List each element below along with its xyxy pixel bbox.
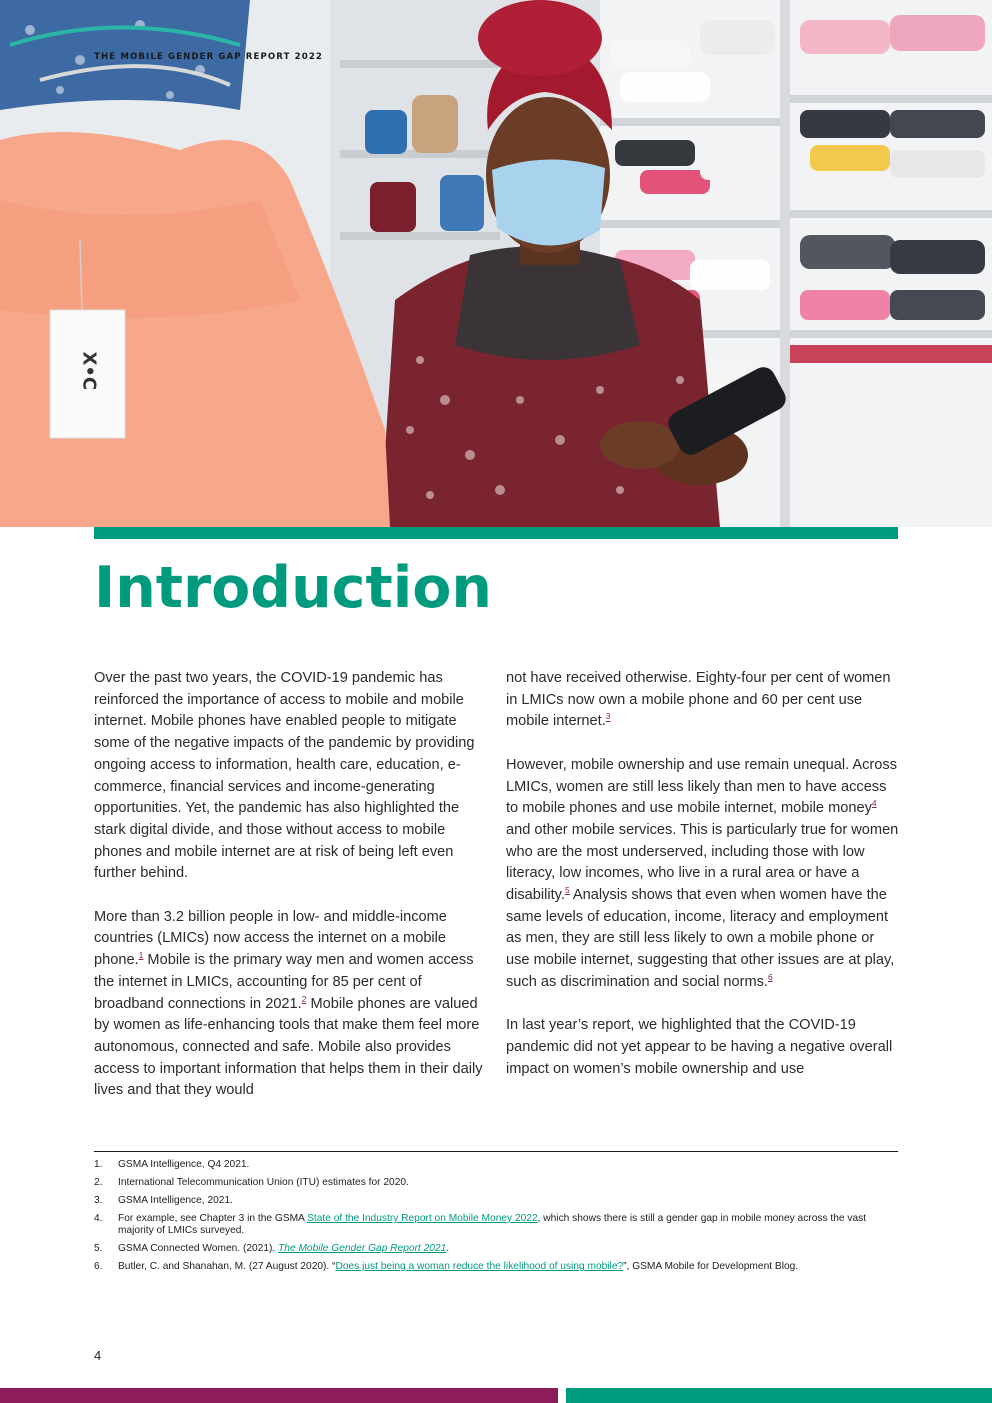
footnote-ref-5[interactable]: 5 — [564, 885, 570, 896]
hero-illustration — [0, 0, 992, 527]
paragraph: However, mobile ownership and use remain unequal. Across LMICs, women are still less likely than men to have access to mobile phones and use mobile internet, mobile money$^4$ and other mobile services. This is particularly true for women who are the most underserved, including those with low literacy, low incomes, who live in a rural area or have a disability.$^5$ Analysis shows that even when women have the same levels of education, income, literacy and employment as men, they are still less likely to own a mobile phone or use mobile internet, suggesting that other issues are at play, such as discrimination and social norms.$^6$ — [506, 756, 899, 990]
page-number: 4 — [94, 1348, 102, 1363]
footnote-link-gender-gap-2021[interactable]: The Mobile Gender Gap Report 2021 — [278, 1243, 447, 1254]
footnote-ref-4[interactable]: 4 — [871, 798, 877, 809]
footnote-link-blog-post[interactable]: Does just being a woman reduce the likelihood of using mobile? — [335, 1261, 624, 1272]
footnote-divider — [94, 1151, 898, 1152]
footnote-item: 1. GSMA Intelligence, Q4 2021. — [94, 1159, 250, 1170]
body-column-right — [506, 668, 900, 1102]
paragraph: not have received otherwise. Eighty-four per cent of women in LMICs now own a mobile phone and 60 per cent use mobile internet.$^3$ — [506, 670, 891, 730]
page-title: Introduction — [94, 555, 492, 621]
footnote-item: 3. GSMA Intelligence, 2021. — [94, 1195, 233, 1206]
paragraph: More than 3.2 billion people in low- and middle-income countries (LMICs) now access the internet on a mobile phone.$^1$ Mobile is the primary way men and women access the internet in LMICs, accounting for 85 per cent of broadband connections in 2021.$^2$ Mobile phones are valued by women as life-enhancing tools that make them feel more autonomous, connected and safe. Mobile also provides access to important information that helps them in their daily lives and that they would — [94, 908, 483, 1099]
footnote-item: 5. GSMA Connected Women. (2021). The Mobile Gender Gap Report 2021. — [94, 1243, 450, 1254]
footnote-ref-2[interactable]: 2 — [301, 993, 307, 1004]
report-header: THE MOBILE GENDER GAP REPORT 2022 — [94, 52, 323, 62]
footnote-ref-6[interactable]: 6 — [768, 971, 773, 982]
footnote-link-mobile-money-report[interactable]: State of the Industry Report on Mobile Money 2022 — [307, 1213, 538, 1224]
footnote-item: 6. Butler, C. and Shanahan, M. (27 August 2020). “Does just being a woman reduce the likelihood of using mobile?”, GSMA Mobile for Development Blog. — [94, 1261, 799, 1272]
footnote-item: 2. International Telecommunication Union (ITU) estimates for 2020. — [94, 1177, 409, 1188]
footnote-ref-3[interactable]: 3 — [605, 711, 611, 722]
footnote-ref-1[interactable]: 1 — [138, 950, 144, 961]
body-column-left — [94, 668, 488, 1124]
footer-bar-green — [566, 1388, 992, 1403]
hero-photo — [0, 0, 992, 527]
paragraph: Over the past two years, the COVID-19 pandemic has reinforced the importance of access to mobile and mobile internet. Mobile phones have enabled people to mitigate some of the negative impacts of the pandemic by providing ongoing access to information, health care, education, e-commerce, financial services and income-generating opportunities. Yet, the pandemic has also highlighted the stark digital divide, and those without access to mobile phones and mobile internet are at risk of being left even further behind. — [94, 670, 475, 882]
footer-bar-plum — [0, 1388, 558, 1403]
paragraph: In last year’s report, we highlighted that the COVID-19 pandemic did not yet appear to be having a negative overall impact on women’s mobile ownership and use — [506, 1017, 893, 1077]
title-accent-bar — [94, 527, 898, 539]
footnote-list — [94, 1159, 898, 1279]
footnote-item: 4. For example, see Chapter 3 in the GSMA State of the Industry Report on Mobile Money 2022, which shows there is still a gender gap in mobile money across the vast majority of LMICs surveyed. — [94, 1213, 867, 1236]
clothing-tag-text: X•C — [78, 351, 100, 391]
